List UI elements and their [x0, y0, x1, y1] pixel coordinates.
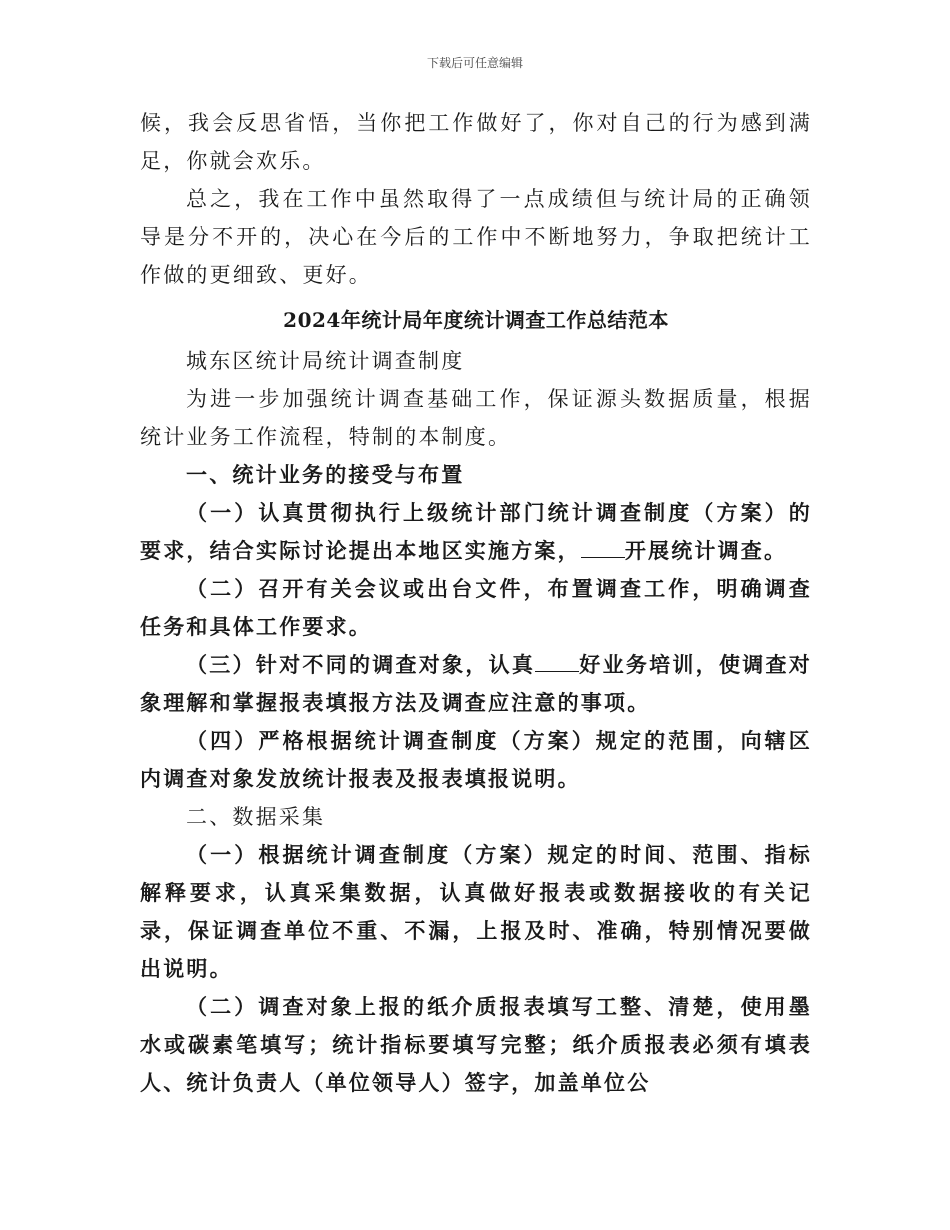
paragraph-continuation: 候，我会反思省悟，当你把工作做好了，你对自己的行为感到满足，你就会欢乐。 [140, 111, 812, 173]
fill-blank [535, 653, 579, 672]
section1-item-4: （四）严格根据统计调查制度（方案）规定的范围，向辖区内调查对象发放统计报表及报表填报说明。 [140, 728, 812, 791]
document-body [140, 104, 812, 1102]
section-heading-2: 二、数据采集 [186, 805, 326, 829]
fill-blank [581, 539, 625, 558]
section1-item-1-part-a: （一）认真贯彻执行上级统计部门统计调查制度（方案）的要求，结合实际讨论提出本地区实施方案， [140, 500, 812, 563]
page-header-note: 下载后可任意编辑 [426, 56, 523, 70]
section1-item-3-part-a: （三）针对不同的调查对象，认真 [186, 652, 536, 677]
section2-item-2: （二）调查对象上报的纸介质报表填写工整、清楚，使用墨水或碳素笔填写；统计指标要填写完整；纸介质报表必须有填表人、统计负责人（单位领导人）签字，加盖单位公 [140, 994, 812, 1095]
section1-item-3-part-b: 好业务培训，使调查对象理解和掌握报表填报方法及调查应注意的事项。 [140, 652, 813, 715]
paragraph-summary: 总之，我在工作中虽然取得了一点成绩但与统计局的正确领导是分不开的，决心在今后的工作中不断地努力，争取把统计工作做的更细致、更好。 [140, 187, 812, 287]
section2-item-1: （一）根据统计调查制度（方案）规定的时间、范围、指标解释要求，认真采集数据，认真做好报表或数据接收的有关记录，保证调查单位不重、不漏，上报及时、准确，特别情况要做出说明。 [140, 842, 812, 981]
section-heading-1: 一、统计业务的接受与布置 [186, 462, 465, 487]
section1-item-2: （二）召开有关会议或出台文件，布置调查工作，明确调查任务和具体工作要求。 [140, 576, 812, 639]
paragraph-subtitle: 城东区统计局统计调查制度 [186, 349, 465, 373]
section1-item-3 [140, 646, 812, 722]
document-title: 2024年统计局年度统计调查工作总结范本 [283, 308, 669, 332]
paragraph-intro: 为进一步加强统计调查基础工作，保证源头数据质量，根据统计业务工作流程，特制的本制度。 [140, 387, 812, 449]
section1-item-1-part-b: 开展统计调查。 [624, 538, 788, 563]
section1-item-1 [140, 494, 812, 570]
